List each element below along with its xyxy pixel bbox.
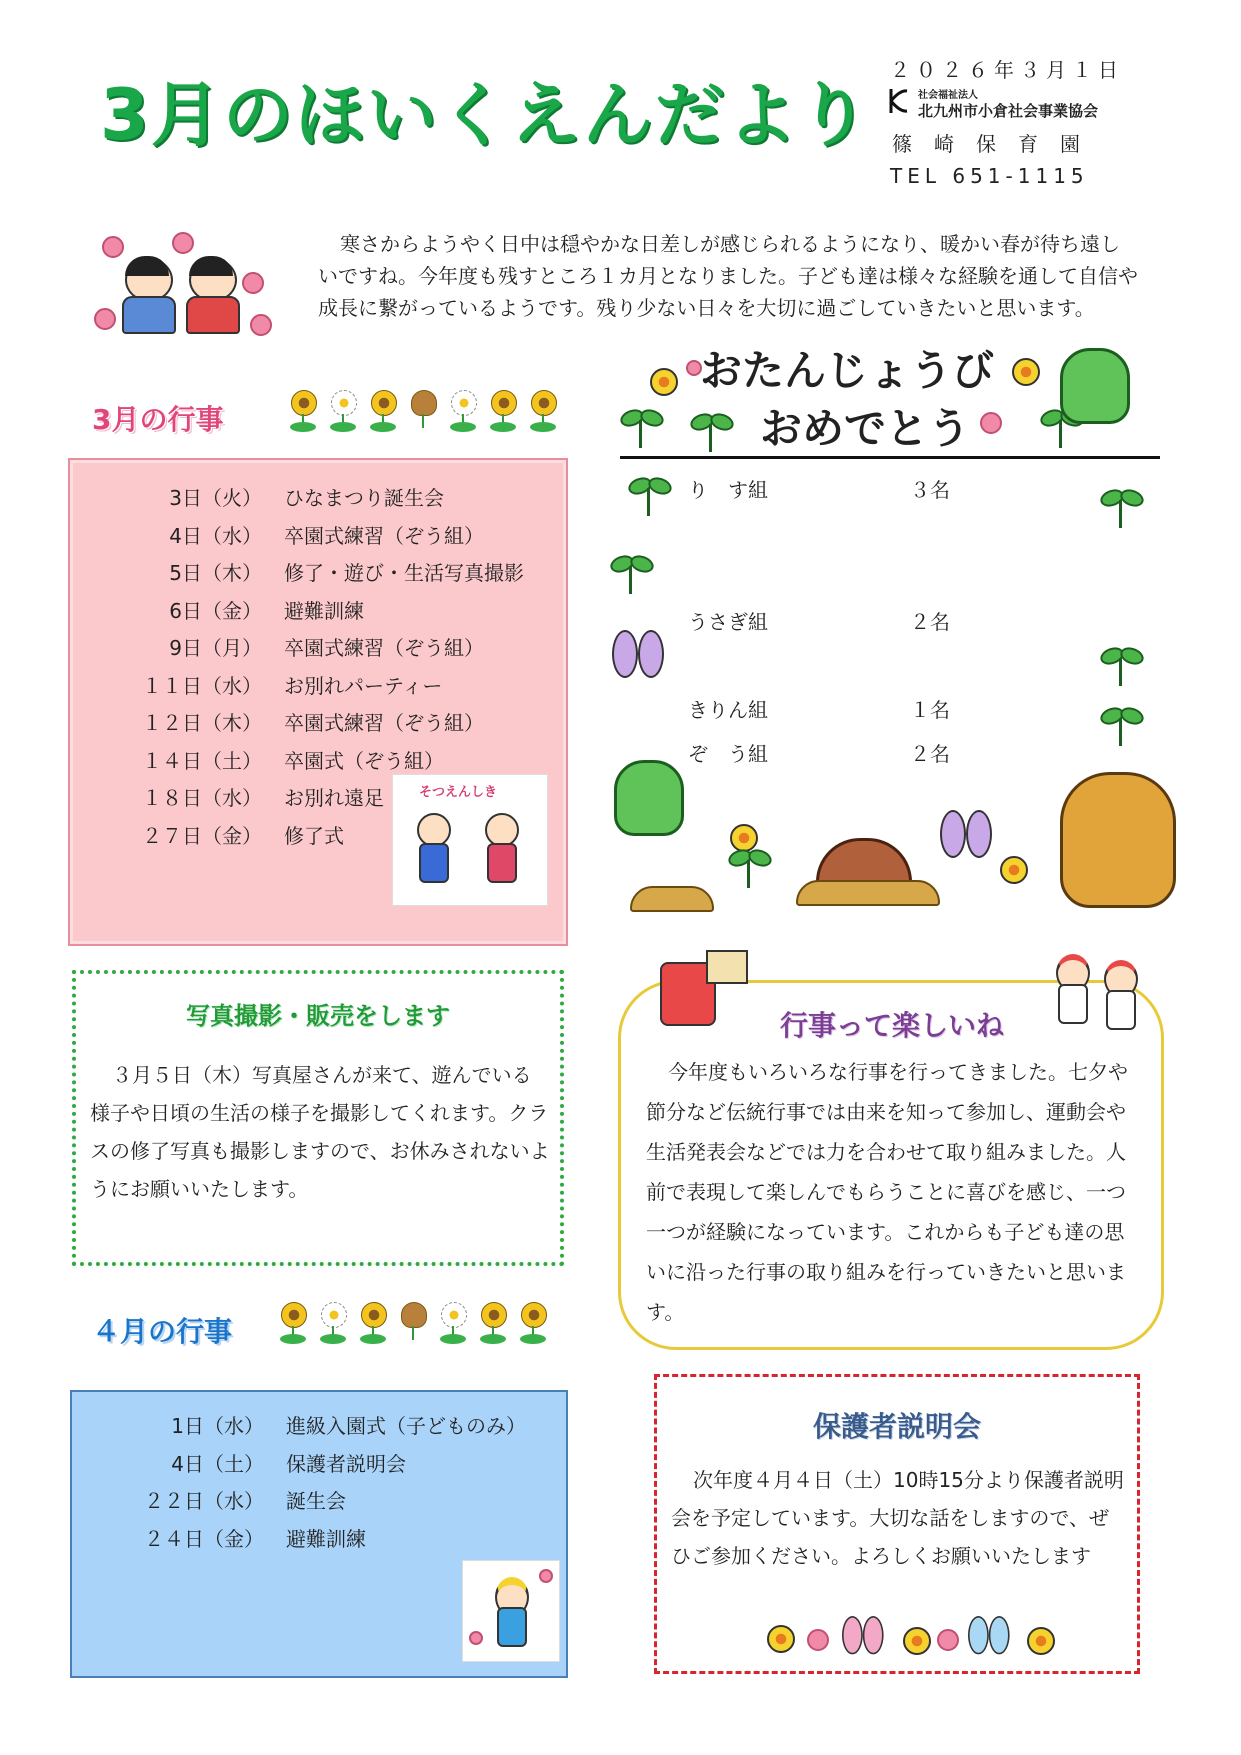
hina-dolls-icon (92, 228, 272, 338)
intro-text: 寒さからようやく日中は穏やかな日差しが感じられるようになり、暖かい春が待ち遠しいですね。今年度も残すところ１カ月となりました。子ども達は様々な経験を通して自信や成長に繋がっているようです。残り少ない日々を大切に過ごしていきたいと思います。 (318, 232, 1138, 320)
list-item: 9日（月） 卒園式練習（ぞう組） (169, 636, 484, 661)
photo-notice-box (72, 970, 564, 1266)
list-item: １２日（木） 卒園式練習（ぞう組） (142, 711, 484, 736)
parents-meeting-text: 次年度４月４日（土）10時15分より保護者説明会を予定しています。大切な話をしますので、ぜひご参加ください。よろしくお願いいたします (671, 1468, 1124, 1568)
april-events-box (70, 1390, 568, 1678)
frog-icon (1060, 348, 1130, 424)
list-item: ２７日（金） 修了式 (142, 823, 344, 848)
sunflower-row-icon (280, 1302, 546, 1346)
list-item: １１日（水） お別れパーティー (142, 673, 443, 698)
list-item: 6日（金） 避難訓練 (169, 598, 364, 623)
sunflower-row-icon (290, 390, 556, 434)
list-item: 5日（木） 修了・遊び・生活写真撮影 (169, 561, 524, 586)
list-item: １４日（土） 卒園式（ぞう組） (142, 748, 444, 773)
butterfly-icon (940, 810, 990, 860)
birthday-divider (620, 456, 1160, 459)
photo-notice-text: ３月５日（木）写真屋さんが来て、遊んでいる様子や日頃の生活の様子を撮影してくれます。クラスの修了写真も撮影しますので、お休みされないようにお願いいたします。 (90, 1063, 550, 1201)
corp-name: 北九州市小倉社会事業協会 (918, 102, 1099, 120)
list-item: ２２日（水） 誕生会 (144, 1489, 346, 1514)
parents-meeting-title: 保護者説明会 (812, 1410, 981, 1443)
list-item: 3日（火） ひなまつり誕生会 (169, 486, 444, 511)
list-item: 1日（水） 進級入園式（子どものみ） (171, 1414, 526, 1439)
graduation-kids-icon (392, 774, 548, 906)
bear-icon (1060, 772, 1176, 908)
march-events-box (68, 458, 568, 946)
flower-bee-row-icon (767, 1615, 1067, 1659)
setsubun-oni-icon (660, 950, 746, 1030)
parents-meeting-box (654, 1374, 1140, 1674)
running-kids-icon (1050, 950, 1150, 1030)
list-item: ２４日（金） 避難訓練 (144, 1526, 366, 1551)
page-title: 3月のほいくえんだより (100, 74, 871, 156)
photo-notice-title: 写真撮影・販売をします (186, 1002, 450, 1030)
birthday-title-line2: おめでとう (760, 404, 971, 453)
list-item: 4日（土） 保護者説明会 (171, 1451, 406, 1476)
march-events-label: 3月の行事 (92, 403, 224, 436)
school-tel: TEL 651-1115 (890, 164, 1089, 188)
graduation-banner: そつえんしき (419, 785, 498, 800)
birthday-title-line1: おたんじょうび (700, 346, 995, 395)
april-events-label: ４月の行事 (92, 1315, 233, 1348)
butterfly-icon (612, 630, 662, 680)
frog-icon (614, 760, 684, 836)
issue-date: ２０２６年３月１日 (890, 58, 1124, 82)
list-item: １８日（水） お別れ遠足 (142, 786, 384, 811)
april-events-list (92, 1406, 526, 1556)
corp-logo-icon (888, 86, 910, 116)
kindergartner-icon (462, 1560, 560, 1662)
events-fun-text: 今年度もいろいろな行事を行ってきました。七夕や節分など伝統行事では由来を知って参加し、運動会や生活発表会などでは力を合わせて取り組みました。人前で表現して楽しんでもらうことに喜びを感じ、一つ一つが経験になっています。これからも子ども達の思いに沿った行事の取り組みを行っていきたいと思います。 (646, 1060, 1128, 1324)
corp-type: 社会福祉法人 (918, 90, 978, 101)
events-fun-title: 行事って楽しいね (780, 1009, 1005, 1042)
list-item: 4日（水） 卒園式練習（ぞう組） (169, 523, 484, 548)
school-name: 篠崎保育園 (892, 132, 1102, 156)
